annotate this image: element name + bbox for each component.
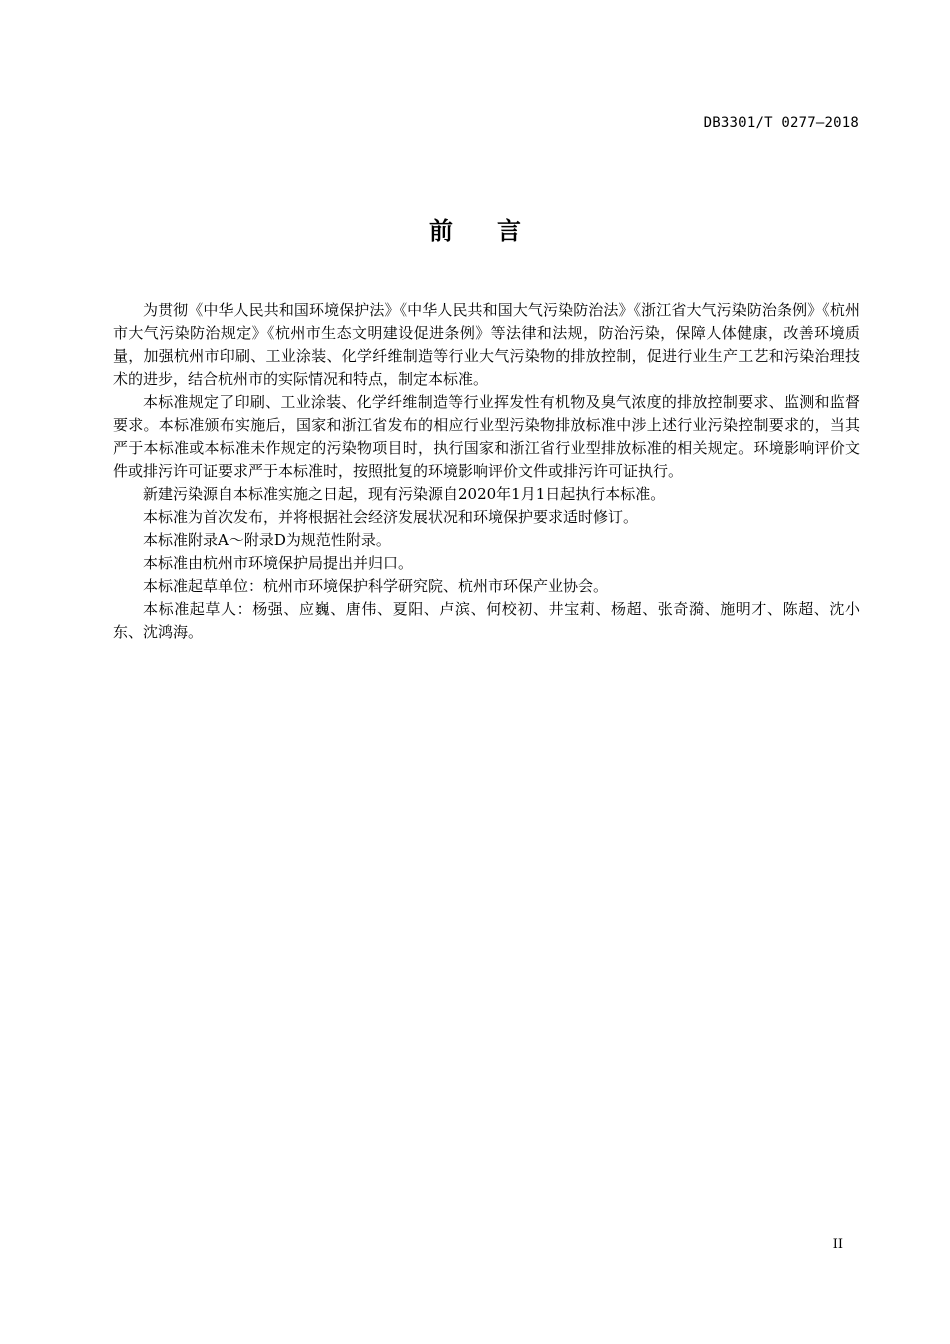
paragraph-drafting-units: 本标准起草单位：杭州市环境保护科学研究院、杭州市环保产业协会。: [143, 577, 609, 595]
document-code: DB3301/T 0277—2018: [703, 115, 859, 131]
title-char-1: 前: [429, 217, 453, 245]
paragraph-drafters: 本标准起草人：杨强、应巍、唐伟、夏阳、卢滨、何校初、井宝莉、杨超、张奇漪、施明才、陈超、沈小东、沈鸿海。: [113, 600, 860, 641]
page-title: [0, 211, 950, 246]
paragraph-scope: 本标准规定了印刷、工业涂装、化学纤维制造等行业挥发性有机物及臭气浓度的排放控制要求、监测和监督要求。本标准颁布实施后，国家和浙江省发布的相应行业型污染物排放标准中涉上述行业污染控制要求的，当其严于本标准或本标准未作规定的污染物项目时，执行国家和浙江省行业型排放标准的相关规定。环境影响评价文件或排污许可证要求严于本标准时，按照批复的环境影响评价文件或排污许可证执行。: [113, 393, 860, 480]
paragraph-first-release: 本标准为首次发布，并将根据社会经济发展状况和环境保护要求适时修订。: [143, 508, 639, 526]
paragraph-purpose: 为贯彻《中华人民共和国环境保护法》《中华人民共和国大气污染防治法》《浙江省大气污染防治条例》《杭州市大气污染防治规定》《杭州市生态文明建设促进条例》等法律和法规，防治污染，保障人体健康，改善环境质量，加强杭州市印刷、工业涂装、化学纤维制造等行业大气污染物的排放控制，促进行业生产工艺和污染治理技术的进步，结合杭州市的实际情况和特点，制定本标准。: [113, 301, 860, 388]
paragraph-effective-date: 新建污染源自本标准实施之日起，现有污染源自2020年1月1日起执行本标准。: [143, 485, 666, 503]
paragraph-appendix: 本标准附录A～附录D为规范性附录。: [143, 531, 391, 549]
page-number: II: [832, 1237, 843, 1252]
title-char-2: 言: [497, 217, 521, 245]
foreword-body: [113, 299, 860, 644]
paragraph-proposer: 本标准由杭州市环境保护局提出并归口。: [143, 554, 414, 572]
